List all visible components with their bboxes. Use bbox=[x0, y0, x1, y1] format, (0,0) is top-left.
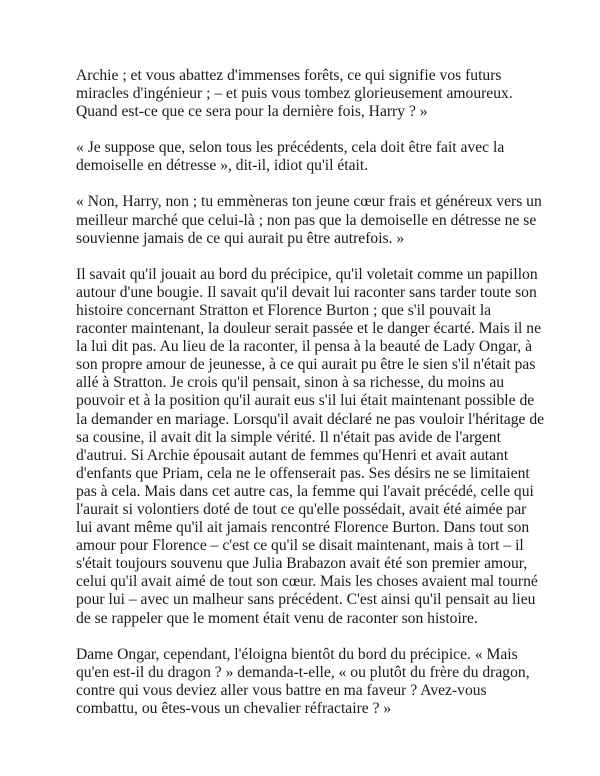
document-page bbox=[76, 67, 546, 736]
paragraph-5: Dame Ongar, cependant, l'éloigna bientôt du bord du précipice. « Mais qu'en est-il du dragon ? » demanda-t-elle, « ou plutôt du frère du dragon, contre qui vous deviez aller vous battre en ma faveur ? Avez-vous combattu, ou êtes-vous un chevalier réfractaire ? » bbox=[76, 645, 530, 717]
paragraph-4: Il savait qu'il jouait au bord du précipice, qu'il voletait comme un papillon autour d'une bougie. Il savait qu'il devait lui raconter sans tarder toute son histoire concernant Stratton et Florence Burton ; que s'il pouvait la raconter maintenant, la douleur serait passée et le danger écarté. Mais il ne la lui dit pas. Au lieu de la raconter, il pensa à la beauté de Lady Ongar, à son propre amour de jeunesse, à ce qui aurait pu être le sien s'il n'était pas allé à Stratton. Je crois qu'il pensait, sinon à sa richesse, du moins au pouvoir et à la position qu'il aurait eus s'il lui était maintenant possible de la demander en mariage. Lorsqu'il avait déclaré ne pas vouloir l'héritage de sa cousine, il avait dit la simple vérité. Il n'était pas avide de l'argent d'autrui. Si Archie épousait autant de femmes qu'Henri et avait autant d'enfants que Priam, cela ne le offenserait pas. Ses désirs ne se limitaient pas à cela. Mais dans cet autre cas, la femme qui l'avait précédé, celle qui l'aurait si volontiers doté de tout ce qu'elle possédait, avait été aimée par lui avant même qu'il ait jamais rencontré Florence Burton. Dans tout son amour pour Florence – c'est ce qu'il se disait maintenant, mais à tort – il s'était toujours souvenu que Julia Brabazon avait été son premier amour, celui qu'il avait aimé de tout son cœur. Mais les choses avaient mal tourné pour lui – avec un malheur sans précédent. C'est ainsi qu'il pensait au lieu de se rappeler que le moment était venu de raconter son histoire. bbox=[76, 265, 545, 627]
paragraph-1: Archie ; et vous abattez d'immenses forêts, ce qui signifie vos futurs miracles d'ingénieur ; – et puis vous tombez glorieusement amoureux. Quand est-ce que ce sera pour la dernière fois, Harry ? » bbox=[76, 67, 513, 121]
paragraph-3: « Non, Harry, non ; tu emmèneras ton jeune cœur frais et généreux vers un meilleur marché que celui-là ; non pas que la demoiselle en détresse ne se souvienne jamais de ce qui aurait pu être autrefois. » bbox=[76, 193, 542, 247]
paragraph-2: « Je suppose que, selon tous les précédents, cela doit être fait avec la demoiselle en détresse », dit-il, idiot qu'il était. bbox=[76, 139, 505, 175]
